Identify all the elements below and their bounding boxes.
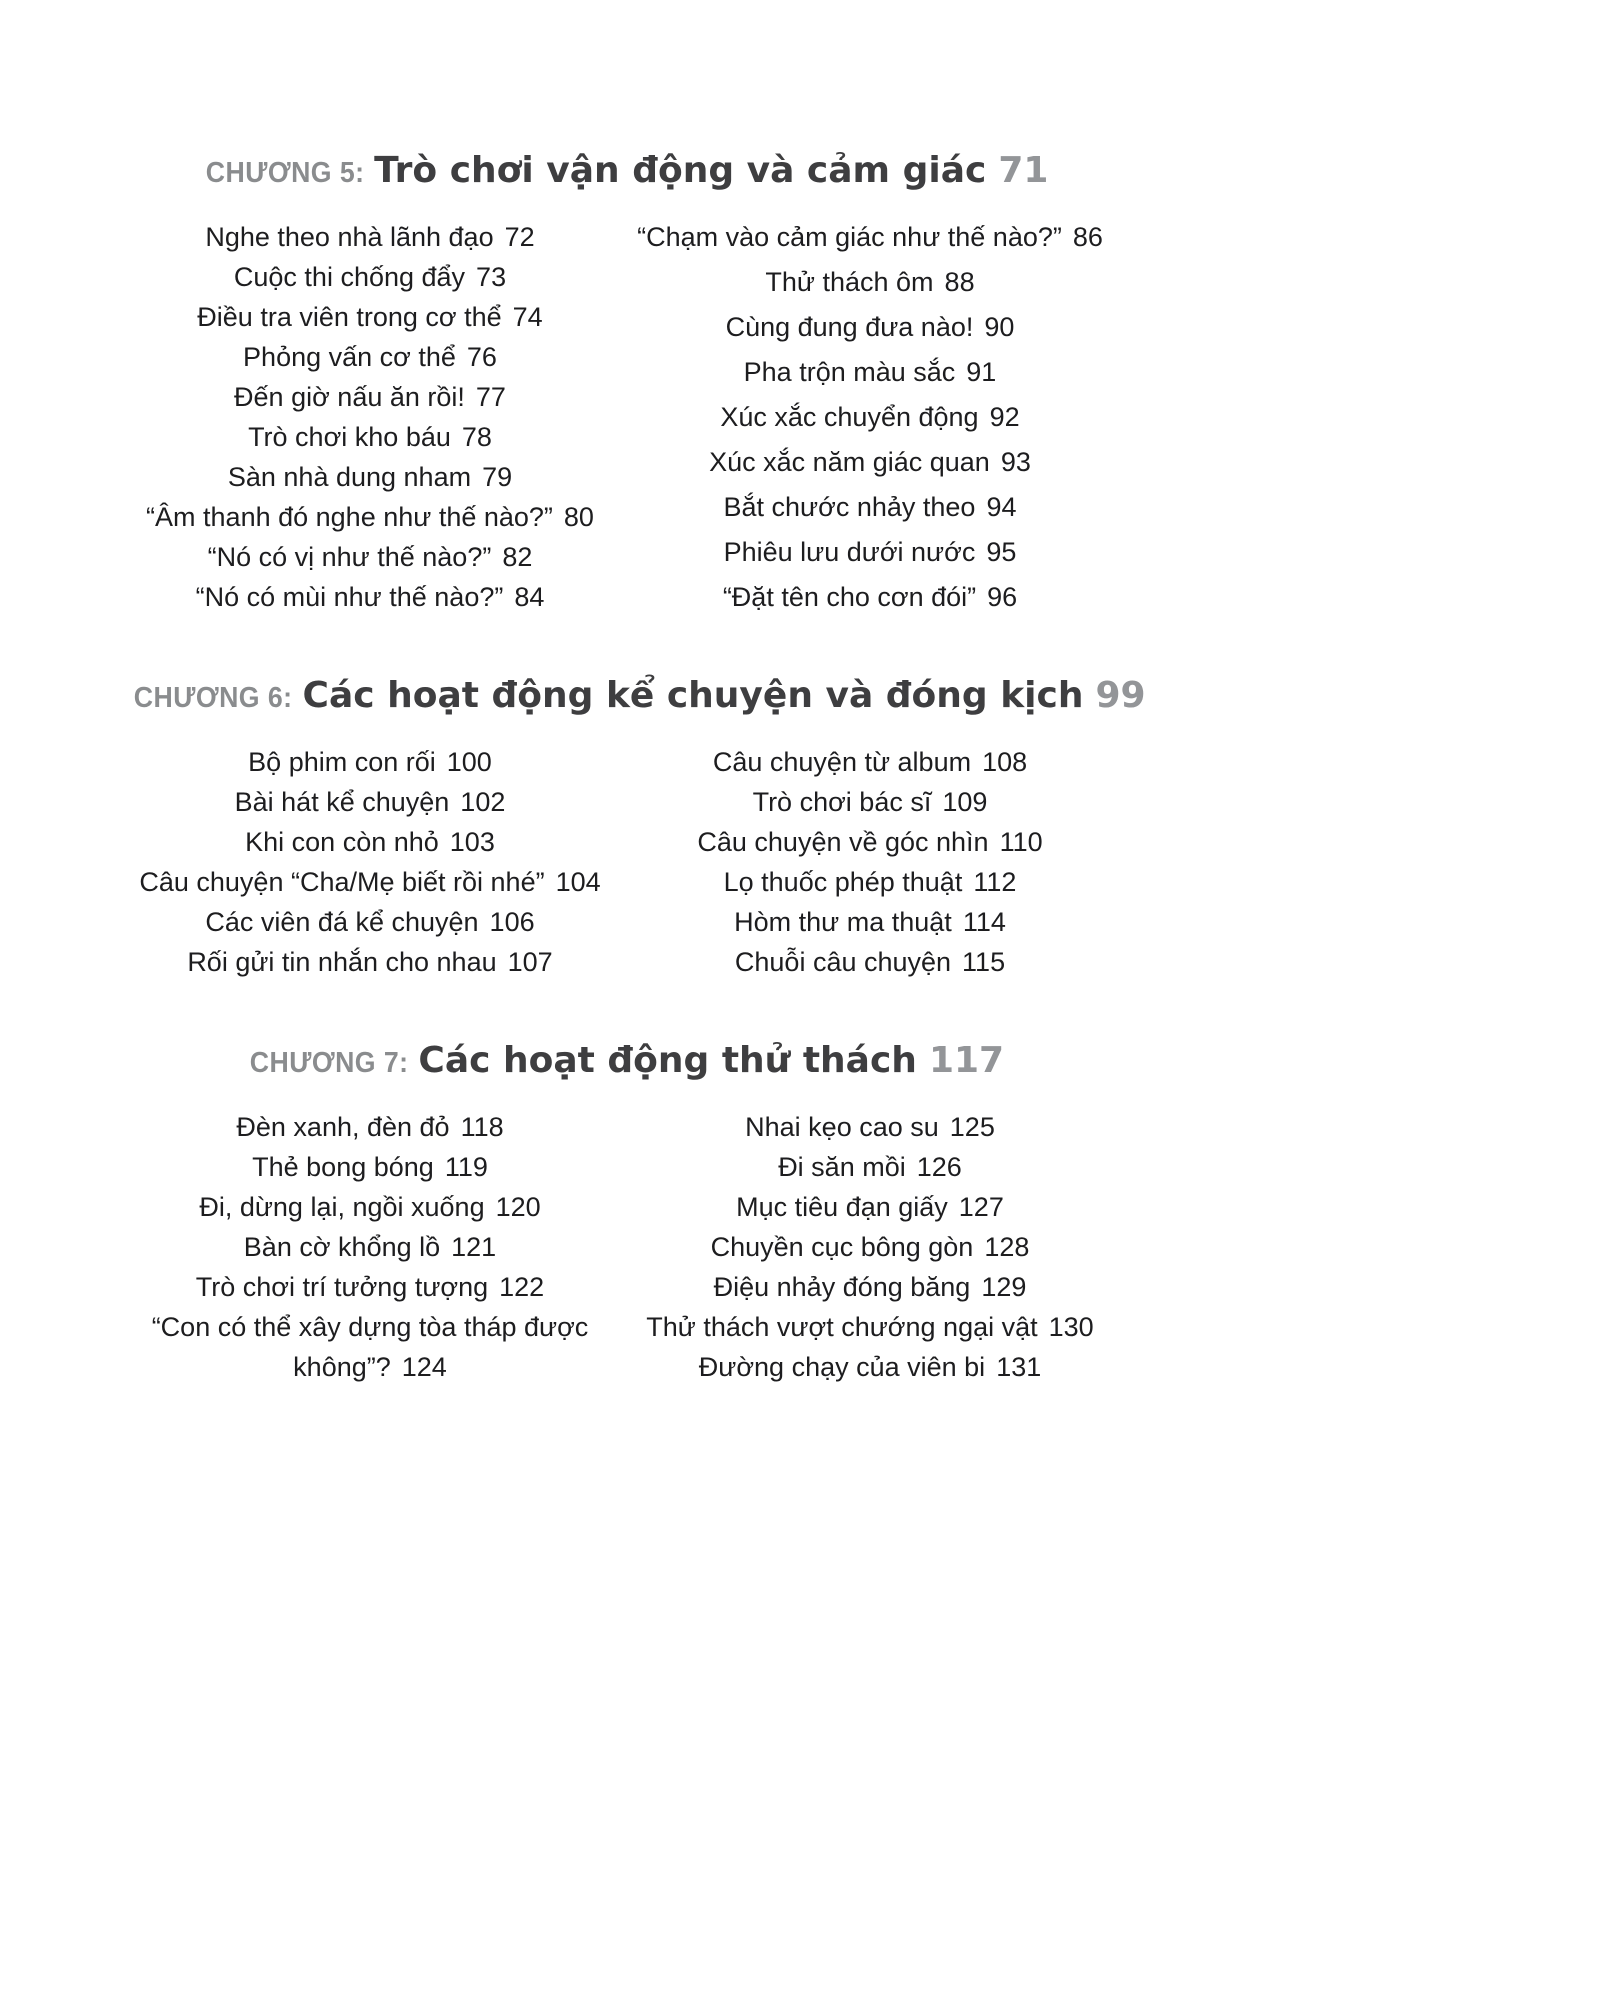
toc-entry bbox=[646, 1307, 1093, 1347]
entry-title: Chuỗi câu chuyện bbox=[734, 947, 952, 977]
entry-title: “Con có thể xây dựng tòa tháp được không”? bbox=[151, 1312, 589, 1382]
entry-title: Đường chạy của viên bi bbox=[698, 1352, 986, 1382]
chapter-header bbox=[120, 150, 1120, 191]
entry-page-number: 119 bbox=[444, 1152, 488, 1182]
entry-title: Đèn xanh, đèn đỏ bbox=[236, 1112, 450, 1142]
toc-entry bbox=[745, 1107, 995, 1147]
toc-columns bbox=[120, 742, 1120, 982]
entry-page-number: 107 bbox=[507, 947, 553, 977]
chapter-page-number: 71 bbox=[998, 150, 1049, 191]
chapter-section bbox=[120, 1040, 1120, 1387]
entry-title: Bắt chước nhảy theo bbox=[723, 492, 976, 522]
entry-title: Cuộc thi chống đẩy bbox=[233, 262, 466, 292]
entry-page-number: 130 bbox=[1048, 1312, 1094, 1342]
entry-title: Khi con còn nhỏ bbox=[245, 827, 439, 857]
toc-entry bbox=[735, 942, 1005, 982]
entry-title: Chuyền cục bông gòn bbox=[710, 1232, 974, 1262]
entry-page-number: 108 bbox=[982, 747, 1028, 777]
toc-entry bbox=[236, 1107, 503, 1147]
entry-page-number: 79 bbox=[482, 462, 513, 492]
entry-page-number: 93 bbox=[1000, 447, 1031, 477]
entry-title: Mục tiêu đạn giấy bbox=[736, 1192, 948, 1222]
entry-title: Cùng đung đưa nào! bbox=[725, 312, 974, 342]
toc-column-left bbox=[120, 217, 620, 617]
entry-page-number: 121 bbox=[451, 1232, 497, 1262]
entry-title: Phiêu lưu dưới nước bbox=[723, 537, 976, 567]
entry-title: Đi, dừng lại, ngồi xuống bbox=[199, 1192, 485, 1222]
toc-entry bbox=[208, 537, 533, 577]
entry-page-number: 76 bbox=[466, 342, 497, 372]
entry-page-number: 126 bbox=[916, 1152, 962, 1182]
toc-entry bbox=[205, 217, 534, 257]
entry-title: Đi săn mồi bbox=[778, 1152, 906, 1182]
toc-entry bbox=[243, 337, 497, 377]
toc-entry bbox=[234, 377, 506, 417]
entry-page-number: 115 bbox=[962, 947, 1006, 977]
entry-title: Các viên đá kể chuyện bbox=[205, 907, 479, 937]
toc-entry bbox=[248, 742, 492, 782]
entry-page-number: 129 bbox=[981, 1272, 1027, 1302]
chapter-label: CHƯƠNG 6: bbox=[133, 682, 293, 714]
entry-page-number: 94 bbox=[986, 492, 1017, 522]
toc-column-left bbox=[120, 742, 620, 982]
toc-columns bbox=[120, 1107, 1120, 1387]
toc-columns bbox=[120, 217, 1120, 617]
entry-page-number: 95 bbox=[986, 537, 1017, 567]
entry-title: Hòm thư ma thuật bbox=[734, 907, 952, 937]
toc-entry bbox=[252, 1147, 488, 1187]
entry-page-number: 88 bbox=[944, 267, 975, 297]
entry-page-number: 86 bbox=[1072, 222, 1103, 252]
entry-title: “Nó có mùi như thế nào?” bbox=[195, 582, 504, 612]
toc-entry bbox=[146, 497, 594, 537]
entry-title: Điệu nhảy đóng băng bbox=[713, 1272, 971, 1302]
entry-title: Trò chơi bác sĩ bbox=[752, 787, 932, 817]
entry-page-number: 122 bbox=[499, 1272, 545, 1302]
toc-column-right bbox=[620, 217, 1120, 617]
entry-title: Xúc xắc năm giác quan bbox=[709, 447, 990, 477]
toc-entry bbox=[205, 902, 534, 942]
toc-entry bbox=[196, 577, 545, 617]
entry-page-number: 92 bbox=[989, 402, 1020, 432]
toc-entry bbox=[196, 1267, 544, 1307]
entry-title: Pha trộn màu sắc bbox=[743, 357, 956, 387]
entry-page-number: 124 bbox=[401, 1352, 447, 1382]
entry-page-number: 104 bbox=[555, 867, 601, 897]
chapter-page-number: 117 bbox=[928, 1040, 1005, 1081]
toc-entry bbox=[187, 942, 552, 982]
entry-page-number: 106 bbox=[489, 907, 535, 937]
chapter-title: Các hoạt động kể chuyện và đóng kịch bbox=[302, 675, 1084, 716]
toc-entry bbox=[720, 397, 1019, 437]
toc-entry bbox=[228, 457, 512, 497]
entry-title: Thử thách vượt chướng ngại vật bbox=[646, 1312, 1038, 1342]
toc-entry bbox=[713, 742, 1027, 782]
entry-title: “Đặt tên cho cơn đói” bbox=[722, 582, 977, 612]
entry-page-number: 74 bbox=[512, 302, 543, 332]
toc-entry bbox=[765, 262, 974, 302]
entry-page-number: 112 bbox=[973, 867, 1017, 897]
toc-entry bbox=[723, 577, 1017, 617]
toc-entry bbox=[244, 1227, 496, 1267]
toc-entry bbox=[736, 1187, 1004, 1227]
toc-entry bbox=[199, 1187, 540, 1227]
entry-title: Nghe theo nhà lãnh đạo bbox=[205, 222, 494, 252]
chapter-label: CHƯƠNG 7: bbox=[249, 1047, 409, 1079]
entry-page-number: 91 bbox=[966, 357, 997, 387]
entry-page-number: 96 bbox=[987, 582, 1018, 612]
chapter-label: CHƯƠNG 5: bbox=[205, 157, 365, 189]
entry-page-number: 100 bbox=[446, 747, 492, 777]
toc-entry bbox=[724, 862, 1017, 902]
toc-entry bbox=[778, 1147, 962, 1187]
entry-page-number: 131 bbox=[996, 1352, 1042, 1382]
entry-title: Rối gửi tin nhắn cho nhau bbox=[187, 947, 497, 977]
chapter-header bbox=[120, 1040, 1120, 1081]
entry-title: Sàn nhà dung nham bbox=[227, 462, 472, 492]
toc-entry bbox=[699, 1347, 1042, 1387]
entry-page-number: 125 bbox=[949, 1112, 995, 1142]
entry-title: Thử thách ôm bbox=[765, 267, 934, 297]
entry-title: Bài hát kể chuyện bbox=[234, 787, 450, 817]
entry-title: Trò chơi kho báu bbox=[248, 422, 451, 452]
entry-page-number: 109 bbox=[942, 787, 988, 817]
toc-entry bbox=[753, 782, 988, 822]
entry-page-number: 114 bbox=[962, 907, 1006, 937]
entry-title: Điều tra viên trong cơ thể bbox=[197, 302, 502, 332]
entry-title: “Nó có vị như thế nào?” bbox=[207, 542, 492, 572]
toc-entry bbox=[711, 1227, 1030, 1267]
toc-entry bbox=[697, 822, 1042, 862]
entry-title: Câu chuyện từ album bbox=[712, 747, 972, 777]
entry-title: Bàn cờ khổng lồ bbox=[243, 1232, 441, 1262]
entry-page-number: 82 bbox=[502, 542, 533, 572]
toc-entry bbox=[234, 257, 506, 297]
toc-column-right bbox=[620, 742, 1120, 982]
entry-title: Lọ thuốc phép thuật bbox=[723, 867, 963, 897]
entry-page-number: 110 bbox=[999, 827, 1043, 857]
chapter-title: Các hoạt động thử thách bbox=[418, 1040, 917, 1081]
entry-title: Câu chuyện về góc nhìn bbox=[697, 827, 989, 857]
chapter-section bbox=[120, 675, 1146, 982]
chapter-section bbox=[120, 150, 1120, 617]
chapter-title: Trò chơi vận động và cảm giác bbox=[374, 150, 987, 191]
toc-entry bbox=[726, 307, 1015, 347]
entry-page-number: 72 bbox=[504, 222, 535, 252]
entry-page-number: 127 bbox=[958, 1192, 1004, 1222]
entry-title: Xúc xắc chuyển động bbox=[720, 402, 979, 432]
toc-entry bbox=[724, 487, 1017, 527]
toc-column-left bbox=[120, 1107, 620, 1387]
entry-page-number: 103 bbox=[449, 827, 495, 857]
entry-page-number: 118 bbox=[460, 1112, 504, 1142]
entry-page-number: 73 bbox=[476, 262, 507, 292]
toc-entry bbox=[139, 862, 600, 902]
entry-page-number: 102 bbox=[460, 787, 506, 817]
toc-entry bbox=[248, 417, 492, 457]
entry-page-number: 90 bbox=[984, 312, 1015, 342]
entry-page-number: 77 bbox=[475, 382, 506, 412]
toc-entry bbox=[130, 1307, 610, 1387]
toc-entry bbox=[709, 442, 1031, 482]
entry-title: Nhai kẹo cao su bbox=[745, 1112, 939, 1142]
entry-title: “Âm thanh đó nghe như thế nào?” bbox=[146, 502, 553, 532]
toc-entry bbox=[197, 297, 542, 337]
entry-title: Phỏng vấn cơ thể bbox=[243, 342, 456, 372]
toc-entry bbox=[637, 217, 1103, 257]
toc-entry bbox=[235, 782, 506, 822]
entry-title: “Chạm vào cảm giác như thế nào?” bbox=[637, 222, 1062, 252]
entry-page-number: 128 bbox=[984, 1232, 1030, 1262]
entry-title: Bộ phim con rối bbox=[248, 747, 436, 777]
toc-entry bbox=[724, 532, 1017, 572]
chapter-page-number: 99 bbox=[1095, 675, 1146, 716]
toc-page bbox=[120, 0, 1146, 1387]
entry-page-number: 120 bbox=[495, 1192, 541, 1222]
entry-title: Thẻ bong bóng bbox=[252, 1152, 434, 1182]
entry-title: Câu chuyện “Cha/Mẹ biết rồi nhé” bbox=[139, 867, 545, 897]
entry-page-number: 84 bbox=[514, 582, 545, 612]
entry-page-number: 78 bbox=[461, 422, 492, 452]
entry-title: Trò chơi trí tưởng tượng bbox=[195, 1272, 489, 1302]
toc-column-right bbox=[620, 1107, 1120, 1387]
toc-entry bbox=[744, 352, 997, 392]
chapter-header bbox=[120, 675, 1146, 716]
entry-page-number: 80 bbox=[563, 502, 594, 532]
toc-entry bbox=[245, 822, 495, 862]
toc-entry bbox=[714, 1267, 1027, 1307]
entry-title: Đến giờ nấu ăn rồi! bbox=[234, 382, 465, 412]
toc-entry bbox=[734, 902, 1006, 942]
